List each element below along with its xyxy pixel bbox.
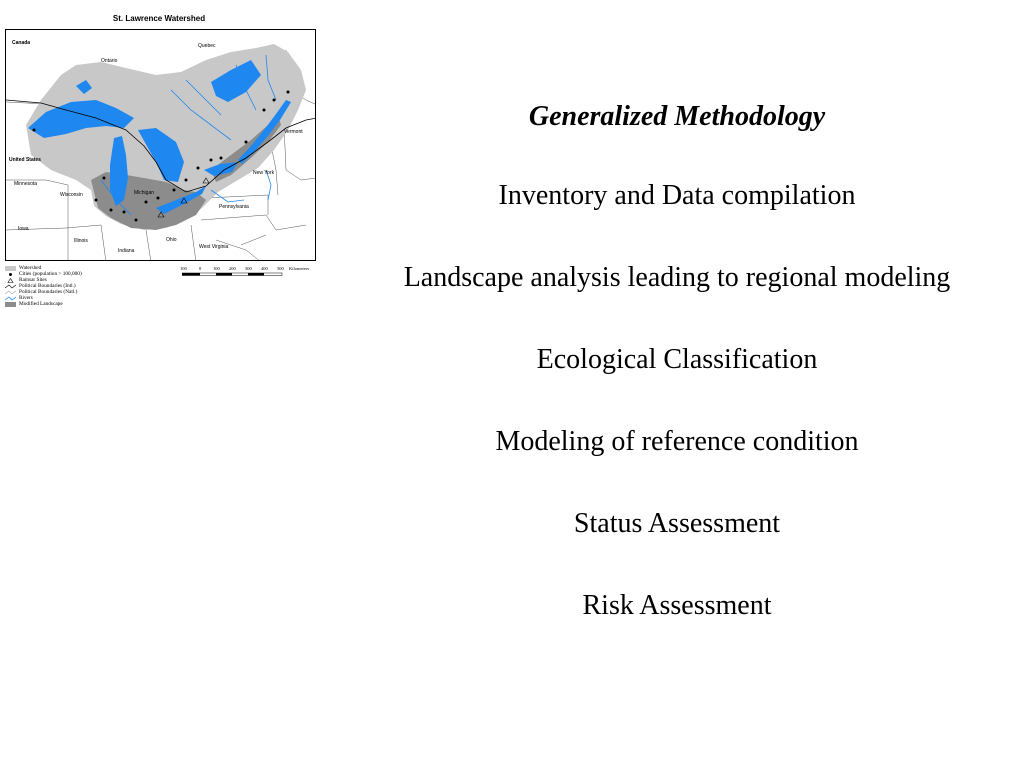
map-title: St. Lawrence Watershed bbox=[112, 14, 206, 23]
label-quebec: Quebec bbox=[198, 43, 216, 49]
scale-tick-label: 100 bbox=[213, 266, 220, 271]
natl-boundary-line-icon bbox=[5, 290, 16, 295]
methodology-item: Inventory and Data compilation bbox=[498, 180, 856, 211]
label-illinois: Illinois bbox=[74, 238, 88, 244]
label-ontario: Ontario bbox=[101, 58, 118, 64]
label-iowa: Iowa bbox=[18, 226, 29, 232]
label-michigan: Michigan bbox=[134, 190, 155, 196]
legend-label: Political Boundaries (Natl.) bbox=[19, 289, 78, 295]
watershed-swatch-icon bbox=[5, 266, 16, 271]
label-canada: Canada bbox=[12, 40, 31, 46]
label-pennsylvania: Pennsylvania bbox=[219, 204, 249, 210]
scale-bar-graphic bbox=[182, 272, 287, 280]
legend-label: Ramsar Sites bbox=[19, 277, 47, 283]
label-indiana: Indiana bbox=[118, 248, 135, 254]
ramsar-triangle-icon bbox=[5, 278, 16, 283]
scale-tick-label: 100 bbox=[180, 266, 187, 271]
methodology-item: Landscape analysis leading to regional modeling bbox=[403, 262, 951, 293]
scale-tick-label: 200 bbox=[229, 266, 236, 271]
legend-label: Watershed bbox=[19, 265, 42, 271]
methodology-list bbox=[330, 95, 1024, 625]
scale-tick-label: 0 bbox=[199, 266, 202, 271]
legend-item-modified-landscape bbox=[5, 301, 115, 307]
methodology-heading: Generalized Methodology bbox=[528, 101, 826, 132]
watershed-map bbox=[5, 29, 316, 261]
scale-unit: Kilometers bbox=[289, 266, 309, 271]
scale-tick-label: 300 bbox=[245, 266, 252, 271]
legend-label: Cities (population > 100,000) bbox=[19, 271, 82, 277]
methodology-item: Ecological Classification bbox=[536, 344, 818, 375]
label-united-states: United States bbox=[9, 157, 41, 163]
label-wisconsin: Wisconsin bbox=[60, 192, 83, 198]
scale-tick-label: 500 bbox=[277, 266, 284, 271]
label-minnesota: Minnesota bbox=[14, 181, 38, 187]
scale-tick-label: 400 bbox=[261, 266, 268, 271]
methodology-item: Risk Assessment bbox=[582, 590, 772, 621]
legend-label: Modified Landscape bbox=[19, 301, 63, 307]
label-west-virginia: West Virginia bbox=[199, 244, 229, 250]
river-line-icon bbox=[5, 296, 16, 301]
watershed-map-graphic bbox=[6, 30, 316, 261]
scale-bar bbox=[180, 266, 310, 280]
label-new-york: New York bbox=[253, 170, 275, 176]
modified-landscape-swatch-icon bbox=[5, 302, 16, 307]
label-vermont: Vermont bbox=[284, 129, 303, 135]
map-legend bbox=[5, 265, 115, 307]
city-dot-icon bbox=[5, 272, 16, 277]
methodology-item: Modeling of reference condition bbox=[495, 426, 859, 457]
legend-label: Rivers bbox=[19, 295, 33, 301]
methodology-item: Status Assessment bbox=[573, 508, 781, 539]
intl-boundary-line-icon bbox=[5, 284, 16, 289]
legend-label: Political Boundaries (Intl.) bbox=[19, 283, 76, 289]
label-ohio: Ohio bbox=[166, 237, 177, 243]
